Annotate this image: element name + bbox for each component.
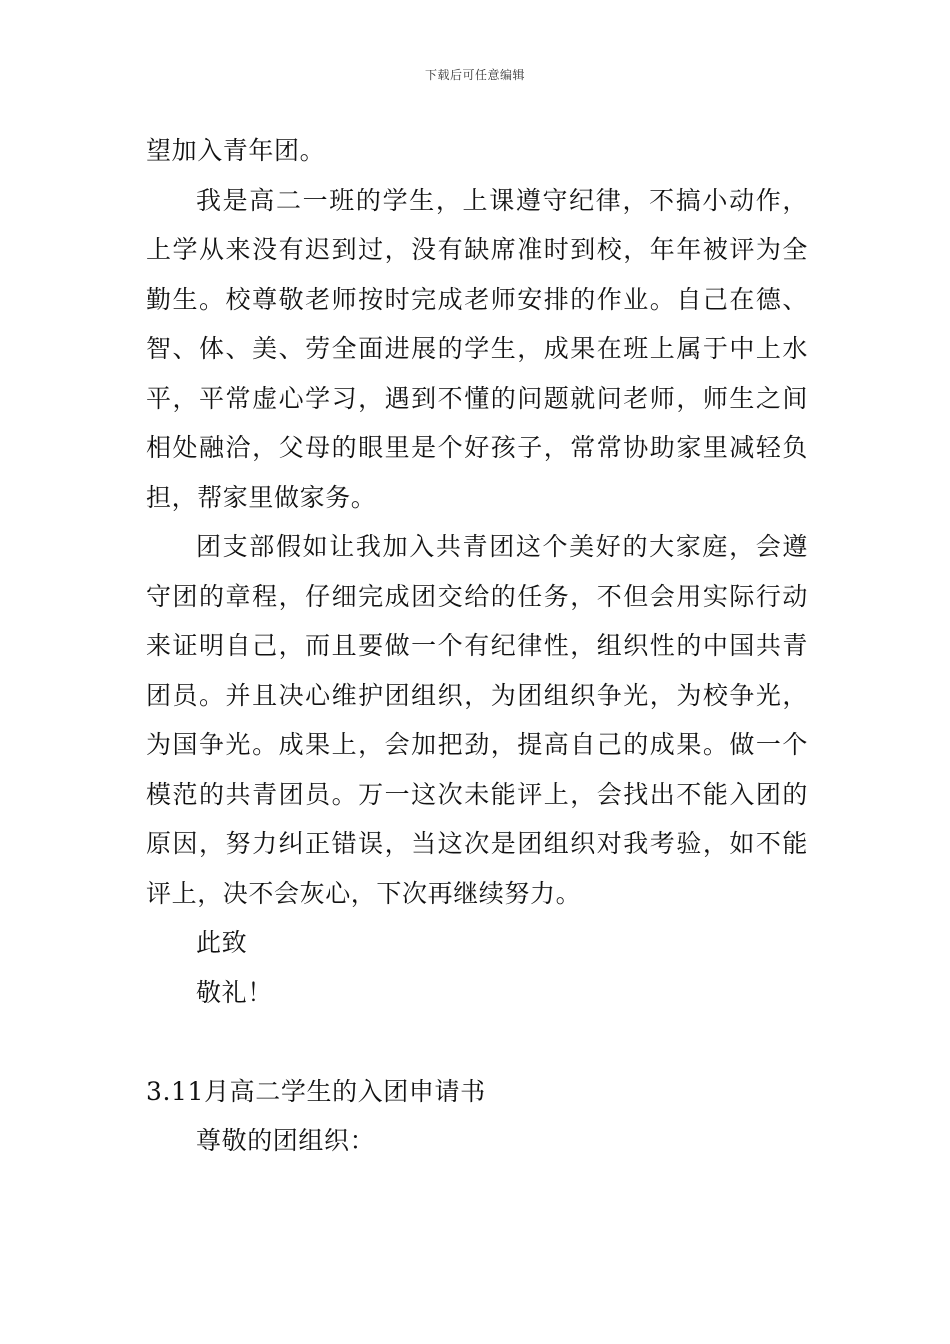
greeting: 尊敬的团组织： (196, 1126, 376, 1155)
page-header-note: 下载后可任意编辑 (424, 68, 525, 82)
closing-line-2: 敬礼！ (196, 977, 273, 1007)
document-body (146, 126, 808, 1166)
closing-line-1: 此致 (196, 928, 248, 957)
section-title: 3.11月高二学生的入团申请书 (146, 1076, 486, 1106)
paragraph-self-introduction: 我是高二一班的学生，上课遵守纪律，不搞小动作，上学从来没有迟到过，没有缺席准时到校，年年被评为全勤生。校尊敬老师按时完成老师安排的作业。自己在德、智、体、美、劳全面进展的学生，成果在班上属于中上水平，平常虚心学习，遇到不懂的问题就问老师，师生之间相处融洽，父母的眼里是个好孩子，常常协助家里减轻负担，帮家里做家务。 (146, 185, 808, 512)
paragraph-continuation: 望加入青年团。 (146, 136, 326, 165)
spacer (146, 1017, 808, 1067)
paragraph-commitment: 团支部假如让我加入共青团这个美好的大家庭，会遵守团的章程，仔细完成团交给的任务，不但会用实际行动来证明自己，而且要做一个有纪律性，组织性的中国共青团员。并且决心维护团组织，为团组织争光，为校争光，为国争光。成果上，会加把劲，提高自己的成果。做一个模范的共青团员。万一这次未能评上，会找出不能入团的原因，努力纠正错误，当这次是团组织对我考验，如不能评上，决不会灰心，下次再继续努力。 (146, 532, 808, 908)
